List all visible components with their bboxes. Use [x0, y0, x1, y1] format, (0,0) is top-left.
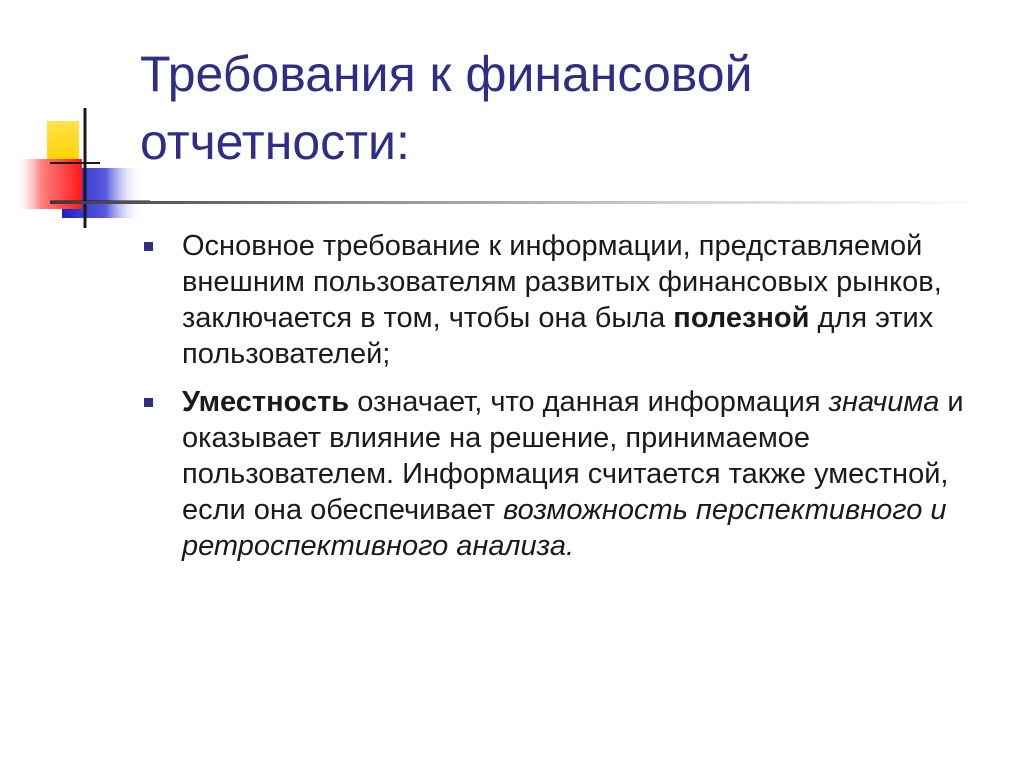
- bullet-emphasis-italic: значима: [828, 386, 940, 418]
- slide-title: Требования к финансовой отчетности:: [140, 46, 753, 170]
- bullet-text: Основное требование к информации, представляемой внешним пользователям развитых финансовых рынков, заключается в том, чтобы она была: [182, 230, 942, 334]
- bullet-text: для этих пользователей;: [182, 302, 934, 370]
- bullet-item: [140, 228, 1000, 372]
- bullet-item: [140, 384, 1000, 564]
- bullet-term-bold: Уместность: [182, 386, 350, 418]
- yellow-square: [47, 121, 79, 161]
- bullet-emphasis-italic: возможность перспективного и ретроспективного анализа.: [182, 494, 947, 562]
- bullet-text: и оказывает влияние на решение, принимаемое пользователем. Информация считается также уместной, если она обеспечивает: [182, 386, 964, 526]
- bullet-emphasis-bold: полезной: [673, 302, 810, 334]
- bullet-text: означает, что данная информация: [349, 386, 829, 418]
- title-underline: [50, 201, 990, 204]
- bullet-list: [140, 228, 1000, 576]
- bullet-square-icon: [144, 398, 153, 407]
- bullet-square-icon: [144, 242, 153, 251]
- decorative-squares-ornament: [0, 100, 150, 235]
